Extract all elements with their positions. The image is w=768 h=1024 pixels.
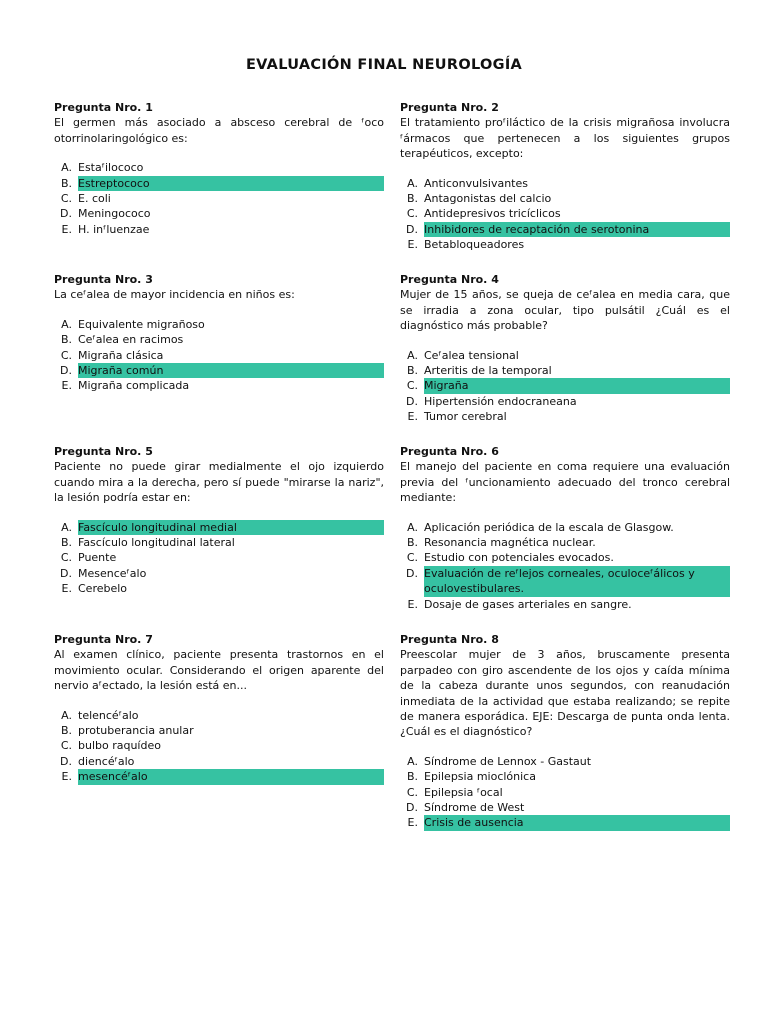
option-item-highlighted [54,176,384,191]
question-label: Pregunta Nro. 3 [54,273,153,286]
option-letter: D. [406,801,418,815]
option-letter: C. [60,348,72,362]
option-text: protuberancia anular [78,724,194,738]
option-text: Fascículo longitudinal medial [78,520,384,535]
option-letter: E. [407,410,418,424]
question-6 [400,444,730,612]
option-text: Equivalente migrañoso [78,317,205,331]
option-letter: B. [406,364,418,378]
question-label: Pregunta Nro. 6 [400,445,499,458]
option-text: H. inᶠluenzae [78,222,150,236]
option-item [400,206,730,221]
option-item [54,535,384,550]
options-list [400,348,730,425]
option-text: Meningococo [78,207,151,221]
option-item [400,191,730,206]
option-text: Fascículo longitudinal lateral [78,536,235,550]
option-text: Anticonvulsivantes [424,176,528,190]
question-text: Preescolar mujer de 3 años, bruscamente presenta parpadeo con giro ascendente de los ojos y caída mínima de la cabeza durante unos segundos, con reanudación inmediata de la actividad que estaba realizando; se repite de manera esporádica. EJE: Descarga de punta onda lenta. ¿Cuál es el diagnóstico? [400,648,730,739]
option-text: Migraña clásica [78,348,164,362]
option-text: Mesenceᶠalo [78,566,147,580]
option-letter: D. [406,566,418,580]
option-letter: C. [60,192,72,206]
option-letter: B. [60,333,72,347]
option-item [400,535,730,550]
question-text: El germen más asociado a absceso cerebral de ᶠoco otorrinolaringológico es: [54,116,384,145]
option-item [400,237,730,252]
option-letter: E. [61,222,72,236]
options-list [400,176,730,253]
option-item [54,566,384,581]
options-list [54,520,384,597]
option-letter: E. [61,582,72,596]
question-text: El manejo del paciente en coma requiere una evaluación previa del ᶠuncionamiento adecuado del tronco cerebral mediante: [400,460,730,505]
option-text: Evaluación de reᶠlejos corneales, oculoceᶠálicos y oculovestibulares. [424,566,730,597]
option-letter: C. [406,785,418,799]
option-letter: A. [407,348,418,362]
option-item [400,176,730,191]
question-label: Pregunta Nro. 1 [54,101,153,114]
option-item [54,581,384,596]
option-letter: D. [60,566,72,580]
option-letter: B. [406,770,418,784]
question-2 [400,100,730,253]
option-text: Migraña complicada [78,379,190,393]
option-text: Cerebelo [78,582,128,596]
option-letter: A. [61,317,72,331]
option-item [54,332,384,347]
option-item-highlighted [54,769,384,784]
option-item [54,708,384,723]
option-item [54,191,384,206]
option-letter: A. [61,161,72,175]
option-item [400,394,730,409]
option-letter: D. [60,364,72,378]
option-item [54,550,384,565]
option-item [54,378,384,393]
option-text: Aplicación periódica de la escala de Glasgow. [424,520,674,534]
option-text: Tumor cerebral [424,410,507,424]
question-label: Pregunta Nro. 8 [400,633,499,646]
question-3 [54,272,384,394]
question-5 [54,444,384,597]
option-item [400,348,730,363]
option-text: Resonancia magnética nuclear. [424,536,596,550]
option-letter: A. [407,520,418,534]
question-text: Mujer de 15 años, se queja de ceᶠalea en media cara, que se irradia a zona ocular, tipo pulsátil ¿Cuál es el diagnóstico más probable? [400,288,730,333]
question-label: Pregunta Nro. 4 [400,273,499,286]
option-letter: D. [60,207,72,221]
option-item [54,348,384,363]
option-item [400,363,730,378]
option-item [400,800,730,815]
question-label: Pregunta Nro. 5 [54,445,153,458]
option-letter: E. [407,238,418,252]
option-item-highlighted [54,520,384,535]
option-item-highlighted [400,222,730,237]
option-text: Ceᶠalea en racimos [78,333,184,347]
option-text: Hipertensión endocraneana [424,394,577,408]
question-text: El tratamiento proᶠiláctico de la crisis migrañosa involucra ᶠármacos que pertenecen a los siguientes grupos terapéuticos, excepto: [400,116,730,161]
option-item [54,160,384,175]
option-text: Epilepsia mioclónica [424,770,536,784]
option-item-highlighted [54,363,384,378]
option-text: Inhibidores de recaptación de serotonina [424,222,730,237]
option-text: telencéᶠalo [78,708,139,722]
option-letter: B. [406,192,418,206]
option-item [54,754,384,769]
option-text: Síndrome de West [424,801,525,815]
option-item [400,785,730,800]
option-letter: D. [406,394,418,408]
option-item [54,206,384,221]
option-text: E. coli [78,192,111,206]
page-title: EVALUACIÓN FINAL NEUROLOGÍA [245,57,523,73]
option-text: Antidepresivos tricíclicos [424,207,561,221]
option-letter: C. [60,739,72,753]
options-list [54,160,384,237]
question-label: Pregunta Nro. 7 [54,633,153,646]
option-text: Puente [78,551,117,565]
options-list [54,317,384,394]
option-text: Síndrome de Lennox - Gastaut [424,754,592,768]
option-text: Migraña [424,378,730,393]
option-item-highlighted [400,815,730,830]
option-text: Estreptococo [78,176,384,191]
question-text: La ceᶠalea de mayor incidencia en niños es: [54,288,295,302]
option-letter: A. [61,708,72,722]
option-item [54,317,384,332]
option-text: mesencéᶠalo [78,769,384,784]
option-item [54,222,384,237]
question-label: Pregunta Nro. 2 [400,101,499,114]
options-list [400,520,730,612]
option-item [54,723,384,738]
question-text: Paciente no puede girar medialmente el ojo izquierdo cuando mira a la derecha, pero sí puede "mirarse la nariz", la lesión podría estar en: [54,460,384,505]
option-letter: A. [407,176,418,190]
option-letter: A. [407,754,418,768]
option-letter: A. [61,520,72,534]
option-item [54,738,384,753]
option-item [400,769,730,784]
option-item [400,520,730,535]
option-letter: B. [406,536,418,550]
option-letter: C. [406,207,418,221]
options-list [54,708,384,785]
options-list [400,754,730,831]
option-letter: B. [60,536,72,550]
option-letter: C. [60,551,72,565]
option-item-highlighted [400,566,730,597]
option-letter: E. [407,816,418,830]
option-item [400,754,730,769]
option-letter: D. [60,754,72,768]
option-item [400,550,730,565]
option-text: Arteritis de la temporal [424,364,552,378]
option-item-highlighted [400,378,730,393]
option-text: Estaᶠilococo [78,161,144,175]
option-text: diencéᶠalo [78,754,135,768]
option-letter: E. [61,770,72,784]
question-7 [54,632,384,785]
option-text: Estudio con potenciales evocados. [424,551,614,565]
option-text: Crisis de ausencia [424,815,730,830]
option-letter: D. [406,222,418,236]
option-text: Antagonistas del calcio [424,192,552,206]
question-1 [54,100,384,237]
option-letter: C. [406,379,418,393]
option-text: Epilepsia ᶠocal [424,785,503,799]
option-text: Migraña común [78,363,384,378]
option-text: Dosaje de gases arteriales en sangre. [424,597,632,611]
option-text: bulbo raquídeo [78,739,161,753]
option-letter: E. [61,379,72,393]
question-text: Al examen clínico, paciente presenta trastornos en el movimiento ocular. Considerando el origen aparente del nervio aᶠectado, la lesión está en... [54,648,384,693]
option-letter: C. [406,551,418,565]
option-text: Betabloqueadores [424,238,525,252]
question-4 [400,272,730,425]
option-item [400,597,730,612]
option-letter: B. [60,176,72,190]
option-letter: E. [407,597,418,611]
question-8 [400,632,730,831]
option-item [400,409,730,424]
option-letter: B. [60,724,72,738]
option-text: Ceᶠalea tensional [424,348,519,362]
